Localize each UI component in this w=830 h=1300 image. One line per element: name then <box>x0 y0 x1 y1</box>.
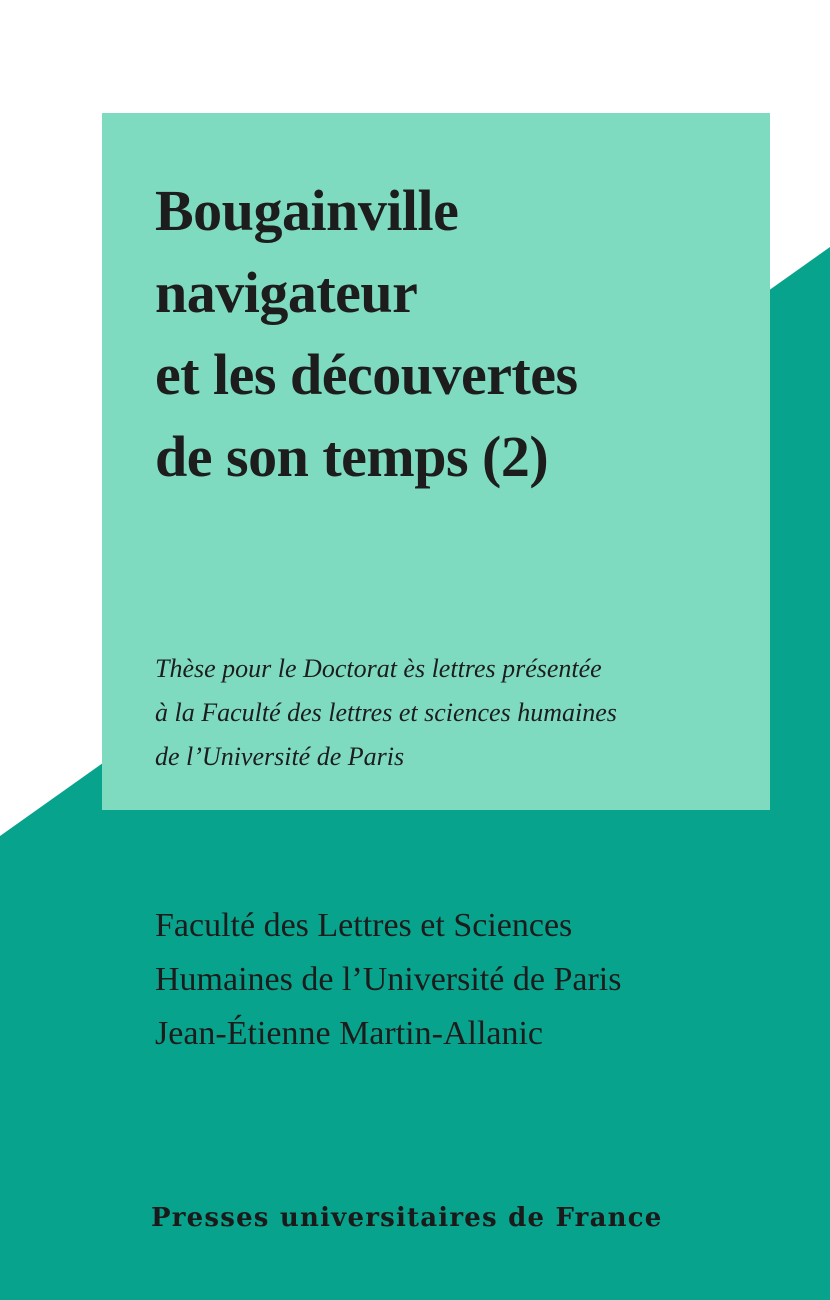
title-line: de son temps (2) <box>155 424 549 489</box>
title-line: et les découvertes <box>155 342 578 407</box>
subtitle-line: de l’Université de Paris <box>155 742 405 771</box>
author-line: Humaines de l’Université de Paris <box>155 961 622 998</box>
book-authors <box>155 899 775 1061</box>
title-line: Bougainville <box>155 178 459 243</box>
subtitle-line: Thèse pour le Doctorat ès lettres présentée <box>155 654 602 683</box>
author-line: Faculté des Lettres et Sciences <box>155 907 573 944</box>
author-line: Jean-Étienne Martin-Allanic <box>155 1015 544 1052</box>
title-line: navigateur <box>155 260 418 325</box>
book-subtitle <box>155 647 755 779</box>
book-title <box>155 170 755 498</box>
subtitle-line: à la Faculté des lettres et sciences humaines <box>155 698 617 727</box>
publisher-name: Presses universitaires de France <box>151 1203 663 1233</box>
